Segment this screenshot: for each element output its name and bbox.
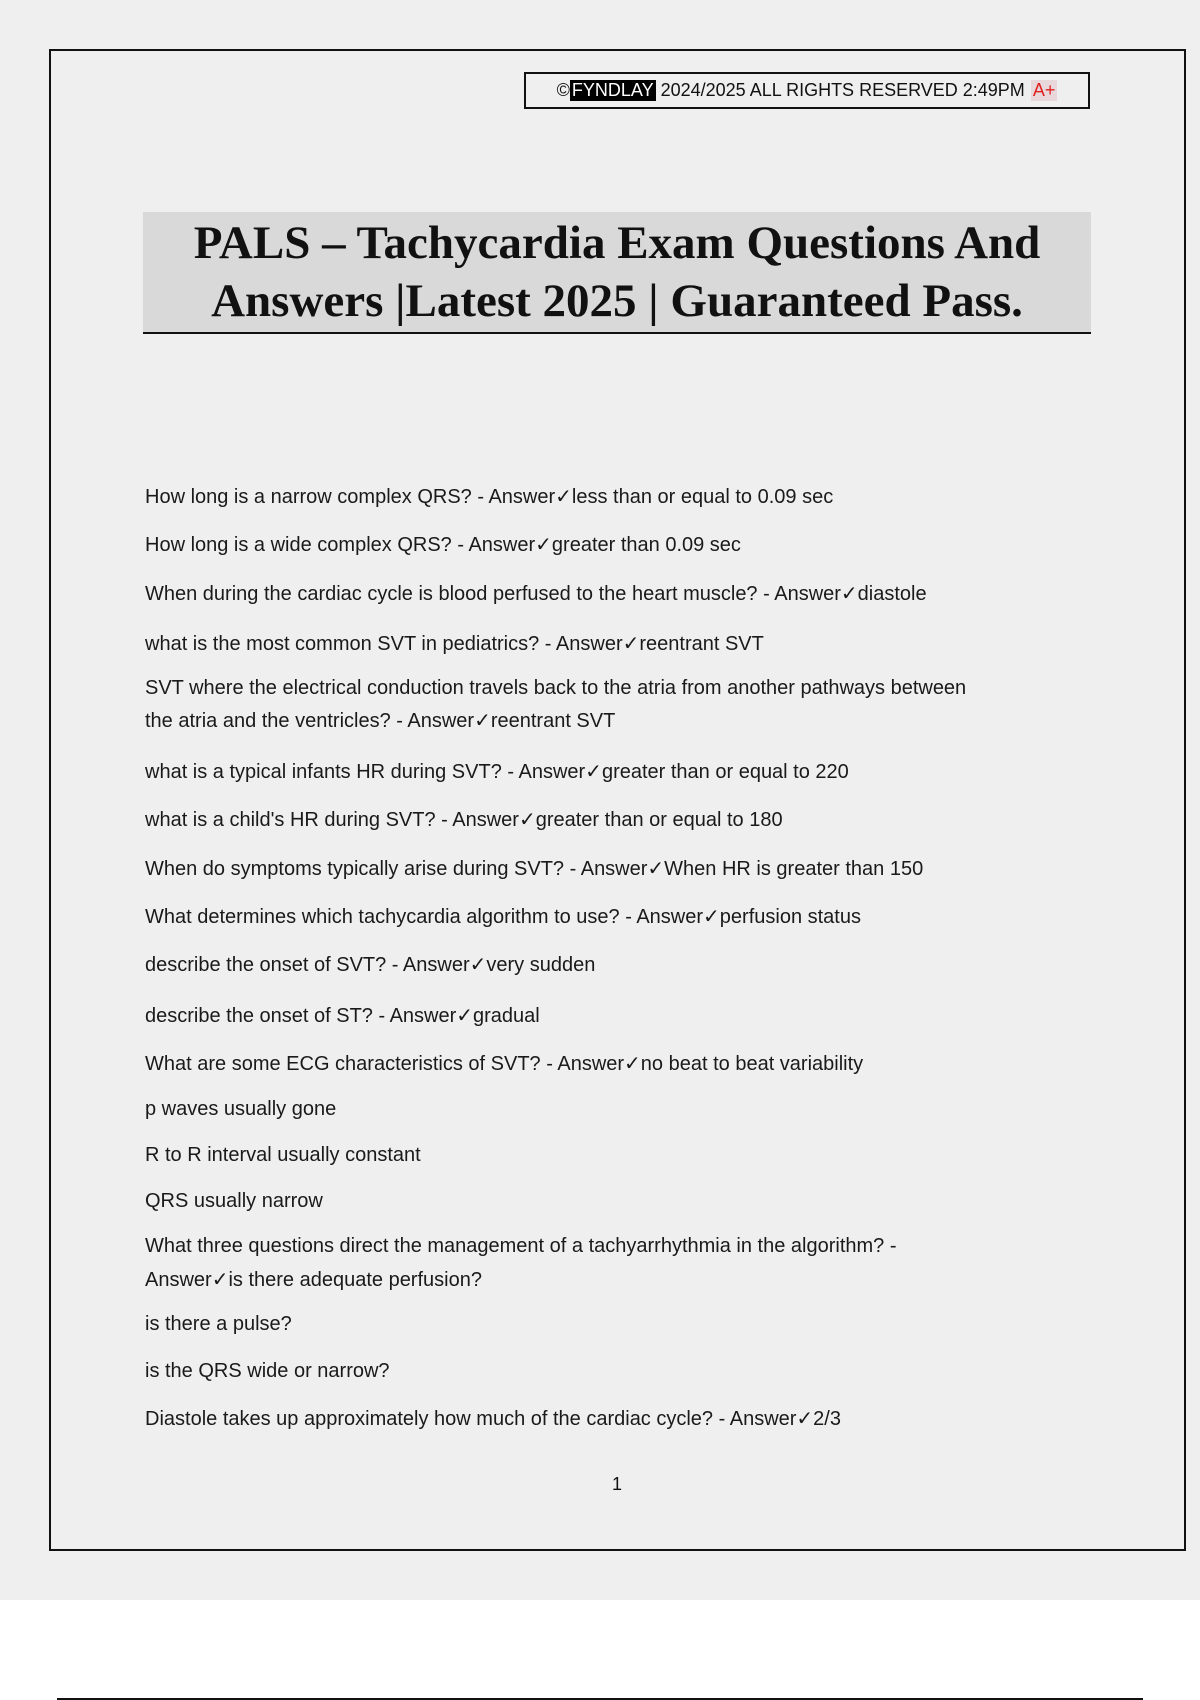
copyright-symbol: ©: [556, 80, 570, 100]
grade-badge: A+: [1032, 80, 1056, 100]
qa-line: Answer✓is there adequate perfusion?: [145, 1269, 482, 1291]
qa-line: How long is a narrow complex QRS? - Answer✓less than or equal to 0.09 sec: [145, 486, 834, 508]
qa-line: what is a child's HR during SVT? - Answer✓greater than or equal to 180: [145, 809, 783, 831]
title-line-2: Answers |Latest 2025 | Guaranteed Pass.: [211, 275, 1023, 327]
qa-line: How long is a wide complex QRS? - Answer✓greater than 0.09 sec: [145, 534, 741, 556]
header-text: 2024/2025 ALL RIGHTS RESERVED 2:49PM: [660, 80, 1025, 100]
qa-line: is there a pulse?: [145, 1313, 292, 1335]
qa-line: is the QRS wide or narrow?: [145, 1360, 390, 1382]
title-line-1: PALS – Tachycardia Exam Questions And: [193, 217, 1041, 269]
qa-line: When during the cardiac cycle is blood perfused to the heart muscle? - Answer✓diastole: [145, 583, 927, 605]
page-number: 1: [611, 1474, 622, 1494]
qa-line: describe the onset of SVT? - Answer✓very sudden: [145, 954, 596, 976]
qa-line: R to R interval usually constant: [145, 1144, 421, 1166]
qa-line: SVT where the electrical conduction travels back to the atria from another pathways between: [145, 677, 967, 699]
qa-line: Diastole takes up approximately how much of the cardiac cycle? - Answer✓2/3: [145, 1408, 841, 1430]
document-title: [194, 214, 1041, 330]
qa-line: What are some ECG characteristics of SVT? - Answer✓no beat to beat variability: [145, 1053, 864, 1075]
qa-line: p waves usually gone: [145, 1098, 337, 1120]
qa-line: what is the most common SVT in pediatrics? - Answer✓reentrant SVT: [145, 633, 764, 655]
copyright-header: [524, 72, 1090, 109]
qa-line: the atria and the ventricles? - Answer✓reentrant SVT: [145, 710, 616, 732]
document-title-block: [143, 212, 1091, 334]
qa-line: What determines which tachycardia algorithm to use? - Answer✓perfusion status: [145, 906, 861, 928]
qa-line: what is a typical infants HR during SVT? - Answer✓greater than or equal to 220: [145, 761, 849, 783]
qa-line: QRS usually narrow: [145, 1190, 323, 1212]
brand-name: FYNDLAY: [571, 80, 654, 100]
qa-line: What three questions direct the management of a tachyarrhythmia in the algorithm? -: [145, 1235, 897, 1257]
qa-line: When do symptoms typically arise during SVT? - Answer✓When HR is greater than 150: [145, 858, 924, 880]
qa-line: describe the onset of ST? - Answer✓gradual: [145, 1005, 540, 1027]
